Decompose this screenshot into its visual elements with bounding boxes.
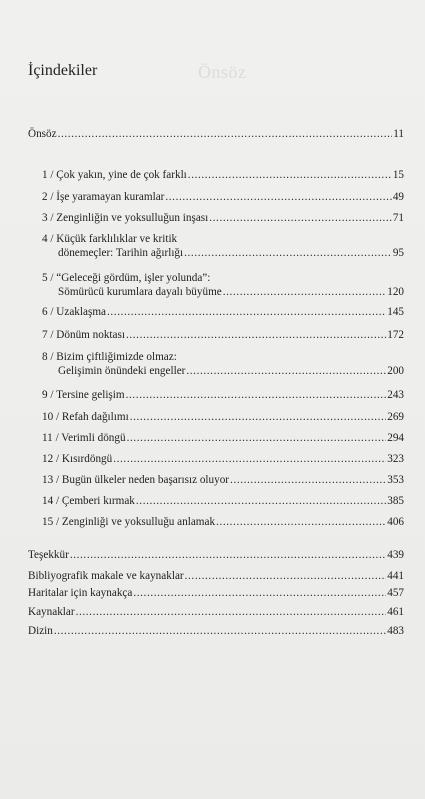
toc-entry-page: 353 bbox=[387, 474, 404, 486]
toc-entry-chapter-4[interactable] bbox=[42, 232, 404, 260]
toc-entry-chapter-9[interactable] bbox=[42, 388, 404, 402]
leader-dots bbox=[107, 305, 386, 319]
toc-entry-label-line1: 8 / Bizim çiftliğimizde olmaz: bbox=[42, 351, 177, 363]
toc-entry-label: Teşekkür bbox=[28, 549, 69, 561]
toc-entry-label: Önsöz bbox=[28, 128, 57, 140]
leader-dots bbox=[126, 388, 387, 402]
toc-entry-page: 439 bbox=[387, 549, 404, 561]
toc-entry-label: Bibliyografik makale ve kaynaklar bbox=[28, 570, 184, 582]
toc-entry-page: 269 bbox=[387, 411, 404, 423]
leader-dots bbox=[58, 127, 393, 141]
toc-entry-label-line2: dönemeçler: Tarihin ağırlığı bbox=[58, 247, 184, 259]
toc-entry-label-line2: Sömürücü kurumlara dayalı büyüme bbox=[58, 286, 222, 298]
toc-entry-label: 12 / Kısırdöngü bbox=[42, 453, 113, 465]
leader-dots bbox=[113, 452, 386, 466]
leader-dots bbox=[70, 548, 386, 562]
toc-entry-page: 483 bbox=[387, 625, 404, 637]
toc-entry-page: 294 bbox=[387, 432, 404, 444]
toc-entry-acknowledgements[interactable] bbox=[28, 548, 404, 562]
toc-entry-page: 385 bbox=[387, 495, 404, 507]
leader-dots bbox=[76, 605, 387, 619]
toc-entry-label: Haritalar için kaynakça bbox=[28, 587, 133, 599]
toc-entry-label: 7 / Dönüm noktası bbox=[42, 329, 125, 341]
toc-entry-bibliographic-essay[interactable] bbox=[28, 569, 404, 583]
toc-entry-chapter-12[interactable] bbox=[42, 452, 404, 466]
toc-entry-label: Kaynaklar bbox=[28, 606, 75, 618]
leader-dots bbox=[209, 211, 392, 225]
toc-entry-page: 441 bbox=[387, 570, 404, 582]
leader-dots bbox=[188, 168, 392, 182]
toc-entry-page: 243 bbox=[387, 389, 404, 401]
toc-entry-chapter-13[interactable] bbox=[42, 473, 404, 487]
toc-entry-page: 406 bbox=[387, 516, 404, 528]
show-through-text: Önsöz bbox=[198, 62, 247, 82]
leader-dots bbox=[165, 190, 391, 204]
toc-entry-references[interactable] bbox=[28, 605, 404, 619]
leader-dots bbox=[126, 328, 386, 342]
toc-entry-chapter-7[interactable] bbox=[42, 328, 404, 342]
leader-dots bbox=[185, 569, 387, 583]
toc-entry-page: 11 bbox=[393, 128, 404, 140]
toc-entry-preface[interactable] bbox=[28, 127, 404, 141]
toc-entry-label: 14 / Çemberi kırmak bbox=[42, 495, 135, 507]
toc-entry-label: 11 / Verimli döngü bbox=[42, 432, 126, 444]
toc-entry-label: 1 / Çok yakın, yine de çok farklı bbox=[42, 169, 187, 181]
toc-entry-page: 15 bbox=[392, 169, 404, 181]
toc-entry-page: 71 bbox=[392, 212, 404, 224]
toc-entry-page: 172 bbox=[387, 329, 404, 341]
toc-entry-page: 95 bbox=[392, 247, 404, 259]
leader-dots bbox=[216, 515, 386, 529]
toc-entry-label: 10 / Refah dağılımı bbox=[42, 411, 129, 423]
toc-entry-map-sources[interactable] bbox=[28, 586, 404, 600]
toc-entry-chapter-2[interactable] bbox=[42, 190, 404, 204]
toc-entry-label: 15 / Zenginliği ve yoksulluğu anlamak bbox=[42, 516, 216, 528]
toc-entry-chapter-11[interactable] bbox=[42, 431, 404, 445]
toc-entry-chapter-10[interactable] bbox=[42, 410, 404, 424]
leader-dots bbox=[127, 431, 387, 445]
toc-entry-page: 200 bbox=[387, 365, 404, 377]
toc-entry-chapter-15[interactable] bbox=[42, 515, 404, 529]
leader-dots bbox=[136, 494, 386, 508]
leader-dots bbox=[230, 473, 386, 487]
toc-entry-chapter-3[interactable] bbox=[42, 211, 404, 225]
toc-entry-index[interactable] bbox=[28, 624, 404, 638]
toc-entry-label: Dizin bbox=[28, 625, 53, 637]
leader-dots bbox=[223, 285, 386, 299]
toc-entry-chapter-5[interactable] bbox=[42, 271, 404, 299]
leader-dots bbox=[133, 586, 386, 600]
toc-entry-label: 2 / İşe yaramayan kuramlar bbox=[42, 191, 165, 203]
toc-entry-chapter-8[interactable] bbox=[42, 350, 404, 378]
toc-entry-label-line2: Gelişimin önündeki engeller bbox=[58, 365, 186, 377]
toc-entry-label: 6 / Uzaklaşma bbox=[42, 306, 106, 318]
leader-dots bbox=[130, 410, 387, 424]
toc-entry-label: 9 / Tersine gelişim bbox=[42, 389, 125, 401]
toc-entry-label: 3 / Zenginliğin ve yoksulluğun inşası bbox=[42, 212, 209, 224]
toc-entry-page: 145 bbox=[387, 306, 404, 318]
toc-entry-chapter-6[interactable] bbox=[42, 305, 404, 319]
leader-dots bbox=[186, 364, 386, 378]
toc-entry-page: 120 bbox=[387, 286, 404, 298]
toc-entry-page: 457 bbox=[387, 587, 404, 599]
toc-entry-page: 323 bbox=[387, 453, 404, 465]
toc-entry-page: 461 bbox=[387, 606, 404, 618]
toc-entry-label-line1: 5 / “Geleceği gördüm, işler yolunda”: bbox=[42, 272, 211, 284]
toc-entry-chapter-14[interactable] bbox=[42, 494, 404, 508]
page-title: İçindekiler bbox=[28, 62, 98, 79]
leader-dots bbox=[54, 624, 386, 638]
toc-entry-page: 49 bbox=[392, 191, 404, 203]
toc-entry-label: 13 / Bugün ülkeler neden başarısız oluyor bbox=[42, 474, 230, 486]
toc-entry-chapter-1[interactable] bbox=[42, 168, 404, 182]
leader-dots bbox=[184, 246, 392, 260]
toc-entry-label-line1: 4 / Küçük farklılıklar ve kritik bbox=[42, 233, 178, 245]
